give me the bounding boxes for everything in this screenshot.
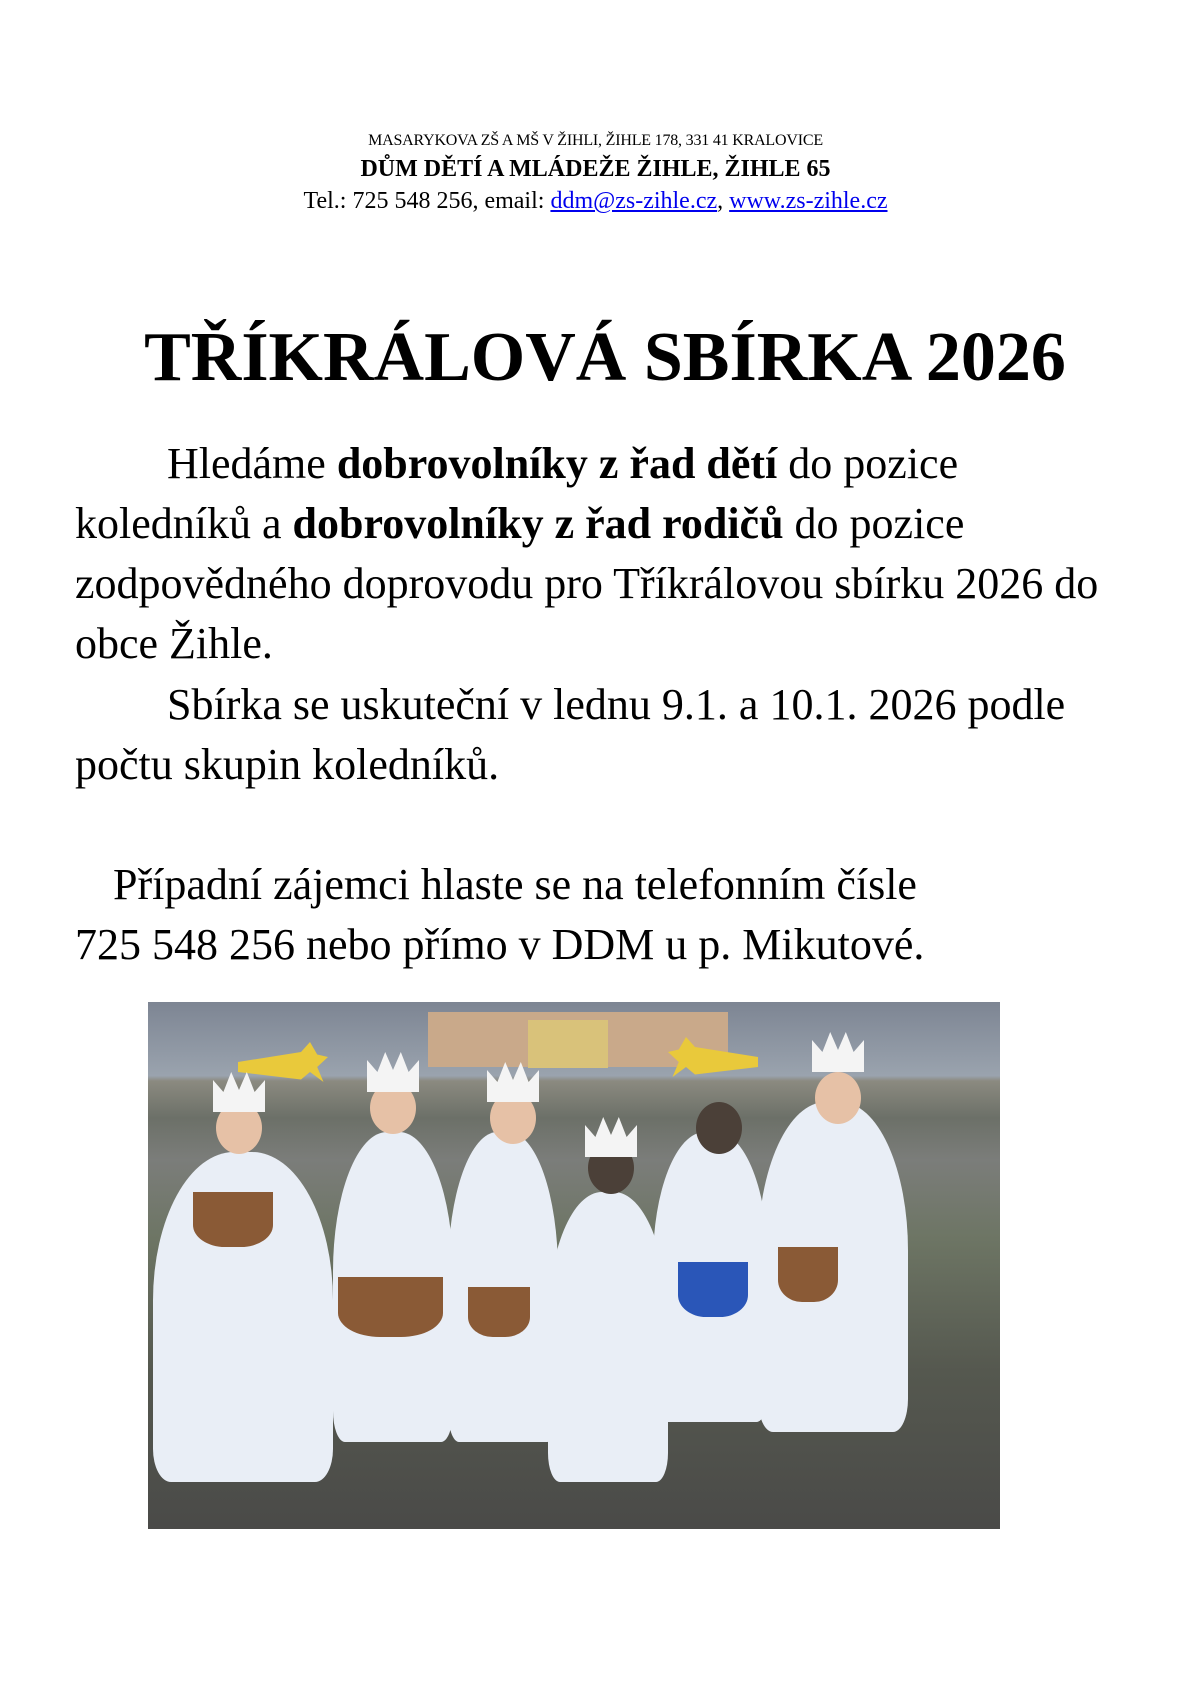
- text: do pozice zodpovědného doprovodu pro Tříkrálovou sbírku 2026 do obce Žihle.: [75, 499, 1099, 668]
- school-address: MASARYKOVA ZŠ A MŠ V ŽIHLI, ŽIHLE 178, 331 41 KRALOVICE: [368, 132, 823, 149]
- date-paragraph: Sbírka se uskuteční v lednu 9.1. a 10.1. 2026 podle počtu skupin koledníků.: [75, 680, 1066, 789]
- basket: [193, 1192, 273, 1247]
- crown-icon: [367, 1052, 419, 1092]
- bold-children: dobrovolníky z řad dětí: [336, 439, 778, 488]
- contact-line-2: 725 548 256 nebo přímo v DDM u p. Mikutové.: [75, 920, 925, 969]
- basket: [778, 1247, 838, 1302]
- crown-icon: [585, 1117, 637, 1157]
- crown-icon: [213, 1072, 265, 1112]
- kid-head: [815, 1072, 861, 1124]
- phone-text: Tel.: 725 548 256, email:: [303, 188, 551, 214]
- crown-icon: [487, 1062, 539, 1102]
- separator: ,: [717, 188, 730, 214]
- kid-head: [696, 1102, 742, 1154]
- text: Hledáme: [167, 439, 337, 488]
- crown-icon: [812, 1032, 864, 1072]
- page-title: TŘÍKRÁLOVÁ SBÍRKA 2026: [144, 319, 1066, 396]
- carolers-photo: [148, 1002, 1000, 1529]
- contact-line: [0, 188, 1191, 215]
- contact-line-1: Případní zájemci hlaste se na telefonním čísle: [113, 860, 917, 909]
- kid: [548, 1192, 668, 1482]
- text: do pozice koledníků a: [75, 439, 959, 548]
- email-link[interactable]: ddm@zs-zihle.cz: [550, 188, 718, 214]
- house-yellow: [528, 1020, 608, 1068]
- website-link[interactable]: www.zs-zihle.cz: [729, 188, 888, 214]
- basket: [468, 1287, 530, 1337]
- contact-paragraph: [75, 855, 1135, 975]
- ddm-address: DŮM DĚTÍ A MLÁDEŽE ŽIHLE, ŽIHLE 65: [360, 156, 831, 182]
- basket: [338, 1277, 443, 1337]
- bold-parents: dobrovolníky z řad rodičů: [292, 499, 784, 548]
- basket: [678, 1262, 748, 1317]
- volunteer-paragraph: [75, 434, 1135, 674]
